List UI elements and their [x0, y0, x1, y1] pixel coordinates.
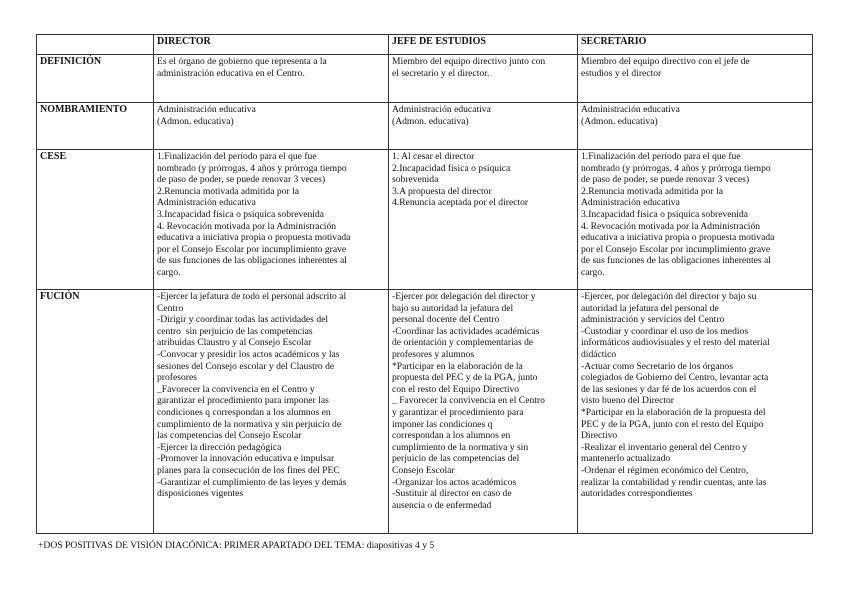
cell-line: con el resto del Equipo Directivo: [392, 383, 520, 395]
cell-line: -Ejercer por delegación del director y: [392, 291, 536, 302]
cell-line: mantenerlo actualizado: [581, 453, 671, 465]
cell-line: Administración educativa: [392, 104, 491, 115]
cell-line: -Realizar el inventario general del Centro y: [581, 441, 748, 453]
roles-table: [36, 34, 813, 534]
cell-funcion-secretario: [578, 290, 813, 534]
cell-line: -Ejercer, por delegación del director y bajo su: [581, 291, 757, 302]
cell-nombramiento-secretario: [578, 103, 813, 150]
cell-line: -Ordenar el régimen económico del Centro,: [581, 464, 749, 476]
cell-line: -Ejercer la jefatura de todo el personal adscrito al: [157, 291, 347, 302]
cell-line: sesiones del Consejo escolar y del Claustro de: [157, 360, 335, 372]
cell-line: disposiciones vigentes: [157, 488, 244, 500]
cell-line: (Admon. educativa): [157, 115, 234, 127]
cell-line: -Organizar los actos académicos: [392, 476, 517, 488]
cell-line: Miembro del equipo directivo junto con: [392, 56, 546, 67]
row-funcion: [37, 290, 813, 534]
cell-line: -Ejercer la dirección pedagógica: [157, 441, 282, 453]
cell-line: 2.Renuncia motivada admitida por la: [157, 185, 299, 197]
cell-line: profesores y alumnos: [392, 348, 475, 360]
cell-line: Directivo: [581, 430, 618, 442]
cell-line: cargo.: [581, 266, 605, 278]
cell-line: *Participar en la elaboración de la: [392, 360, 523, 372]
cell-line: -Coordinar las actividades académicas: [392, 325, 540, 337]
cell-line: de paso de poder, se puede renovar 3 veces): [157, 174, 326, 186]
cell-cese-secretario: [578, 150, 813, 290]
row-label-funcion: FUCIÓN: [37, 290, 154, 534]
cell-line: *Participar en la elaboración de la propuesta del: [581, 406, 766, 418]
row-label-cese: CESE: [37, 150, 154, 290]
cell-line: administración educativa en el Centro.: [157, 67, 305, 79]
cell-line: didáctico: [581, 348, 617, 360]
row-nombramiento: [37, 103, 813, 150]
header-director: DIRECTOR: [154, 35, 389, 55]
cell-line: perjuicio de las competencias del: [392, 453, 520, 465]
cell-line: correspondan a los alumnos en: [392, 430, 511, 442]
cell-line: colegiados de Gobierno del Centro, levantar acta: [581, 372, 769, 384]
cell-line: bajo su autoridad la jefatura del: [392, 302, 514, 314]
cell-line: Miembro del equipo directivo con el jefe de: [581, 56, 750, 67]
cell-line: 4. Revocación motivada por la Administración: [581, 220, 761, 232]
cell-line: nombrado (y prórrogas, 4 años y prórroga tiempo: [157, 162, 347, 174]
cell-line: estudios y el director: [581, 67, 662, 79]
cell-line: cumplimiento de la normativa y sin: [392, 441, 529, 453]
cell-line: nombrado (y prórrogas, 4 años y prórroga tiempo: [581, 162, 771, 174]
row-label-definicion: DEFINICIÓN: [37, 55, 154, 103]
cell-line: -Actuar como Secretario de los órganos: [581, 360, 733, 372]
cell-line: Administración educativa: [157, 197, 256, 209]
cell-line: autoridad la jefatura del personal de: [581, 302, 719, 314]
cell-line: educativa a iniciativa propia o propuesta motivada: [581, 232, 775, 244]
cell-funcion-jefe: [389, 290, 578, 534]
cell-line: cumplimiento de la normativa y sin perjuicio de: [157, 418, 342, 430]
cell-line: PEC y de la PGA, junto con el resto del Equipo: [581, 418, 764, 430]
cell-line: las competencias del Consejo Escolar: [157, 430, 302, 442]
cell-line: Consejo Escolar: [392, 464, 455, 476]
cell-definicion-jefe: [389, 55, 578, 103]
cell-line: 1. Al cesar el director: [392, 151, 475, 162]
cell-line: Administración educativa: [581, 197, 680, 209]
row-label-nombramiento: NOMBRAMIENTO: [37, 103, 154, 150]
cell-line: -Convocar y presidir los actos académicos y las: [157, 348, 340, 360]
cell-line: 4. Revocación motivada por la Administración: [157, 220, 337, 232]
cell-line: autoridades correspondientes: [581, 488, 693, 500]
header-jefe-de-estudios: JEFE DE ESTUDIOS: [389, 35, 578, 55]
cell-line: condiciones q correspondan a los alumnos en: [157, 406, 331, 418]
cell-line: 4.Renuncia aceptada por el director: [392, 197, 529, 209]
cell-line: Es el órgano de gobierno que representa a la: [157, 56, 327, 67]
cell-line: de las sesiones y dar fé de los acuerdos con el: [581, 383, 757, 395]
header-secretario: SECRETARIO: [578, 35, 813, 55]
cell-line: Administración educativa: [157, 104, 256, 115]
cell-definicion-director: [154, 55, 389, 103]
cell-line: planes para la consecución de los fines del PEC: [157, 464, 340, 476]
cell-line: informáticos audiovisuales y el resto del material: [581, 337, 770, 349]
cell-line: de paso de poder, se puede renovar 3 veces): [581, 174, 750, 186]
cell-line: _Favorecer la convivencia en el Centro y: [157, 383, 315, 395]
cell-line: de sus funciones de las obligaciones inherentes al: [157, 255, 347, 267]
cell-line: -Sustituir al director en caso de: [392, 488, 512, 500]
cell-line: (Admon. educativa): [392, 115, 469, 127]
cell-line: visto bueno del Director: [581, 395, 674, 407]
cell-line: de sus funciones de las obligaciones inherentes al: [581, 255, 771, 267]
cell-line: garantizar el procedimiento para imponer las: [157, 395, 329, 407]
cell-line: 1.Finalización del período para el que fue: [581, 151, 741, 162]
cell-line: sobrevenida: [392, 174, 439, 186]
cell-line: por el Consejo Escolar por incumplimiento grave: [581, 243, 771, 255]
row-cese: [37, 150, 813, 290]
cell-line: y garantizar el procedimiento para: [392, 406, 524, 418]
cell-line: de orientación y complementarias de: [392, 337, 534, 349]
header-empty-cell: [37, 35, 154, 55]
cell-line: educativa a iniciativa propia o propuesta motivada: [157, 232, 351, 244]
cell-line: personal docente del Centro: [392, 314, 500, 326]
cell-definicion-secretario: [578, 55, 813, 103]
cell-line: 3.A propuesta del director: [392, 185, 492, 197]
cell-line: administración y servicios del Centro: [581, 314, 725, 326]
cell-line: el secretario y el director.: [392, 67, 490, 79]
cell-line: 2.Incapacidad física o psíquica: [392, 162, 511, 174]
cell-nombramiento-jefe: [389, 103, 578, 150]
cell-line: (Admon. educativa): [581, 115, 658, 127]
cell-line: 2.Renuncia motivada admitida por la: [581, 185, 723, 197]
cell-line: _ Favorecer la convivencia en el Centro: [392, 395, 545, 407]
cell-line: cargo.: [157, 266, 181, 278]
header-row: [37, 35, 813, 55]
cell-nombramiento-director: [154, 103, 389, 150]
cell-line: -Dirigir y coordinar todas las actividades del: [157, 314, 329, 326]
cell-line: Administración educativa: [581, 104, 680, 115]
cell-line: Centro: [157, 302, 184, 314]
cell-line: 1.Finalización del período para el que fue: [157, 151, 317, 162]
cell-line: ausencia o de enfermedad: [392, 499, 492, 511]
cell-line: 3.Incapacidad física o psíquica sobrevenida: [581, 208, 749, 220]
cell-cese-jefe: [389, 150, 578, 290]
cell-line: profesores: [157, 372, 197, 384]
cell-line: por el Consejo Escolar por incumplimiento grave: [157, 243, 347, 255]
footer-note: +DOS POSITIVAS DE VISIÓN DIACÓNICA: PRIMER APARTADO DEL TEMA: diapositivas 4 y 5: [38, 540, 435, 551]
cell-line: imponer las condiciones q: [392, 418, 493, 430]
cell-line: atribuidas Claustro y al Consejo Escolar: [157, 337, 312, 349]
cell-line: 3.Incapacidad física o psíquica sobrevenida: [157, 208, 325, 220]
cell-line: centro sin perjuicio de las competencias: [157, 325, 313, 337]
cell-cese-director: [154, 150, 389, 290]
row-definicion: [37, 55, 813, 103]
cell-line: propuesta del PEC y de la PGA, junto: [392, 372, 538, 384]
cell-funcion-director: [154, 290, 389, 534]
cell-line: -Promover la innovación educativa e impulsar: [157, 453, 335, 465]
cell-line: realizar la contabilidad y rendir cuentas, ante las: [581, 476, 767, 488]
cell-line: -Custodiar y coordinar el uso de los medios: [581, 325, 749, 337]
cell-line: -Garantizar el cumplimiento de las leyes y demás: [157, 476, 347, 488]
